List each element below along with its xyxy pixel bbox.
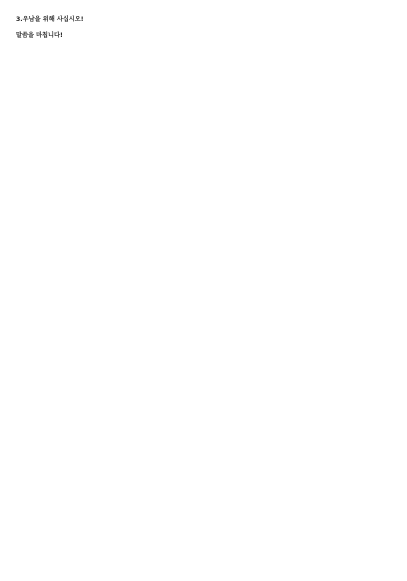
closing-heading: 말씀을 마칩니다!	[16, 32, 63, 39]
section-heading: 3.우남을 위해 사십시오!	[16, 16, 84, 23]
